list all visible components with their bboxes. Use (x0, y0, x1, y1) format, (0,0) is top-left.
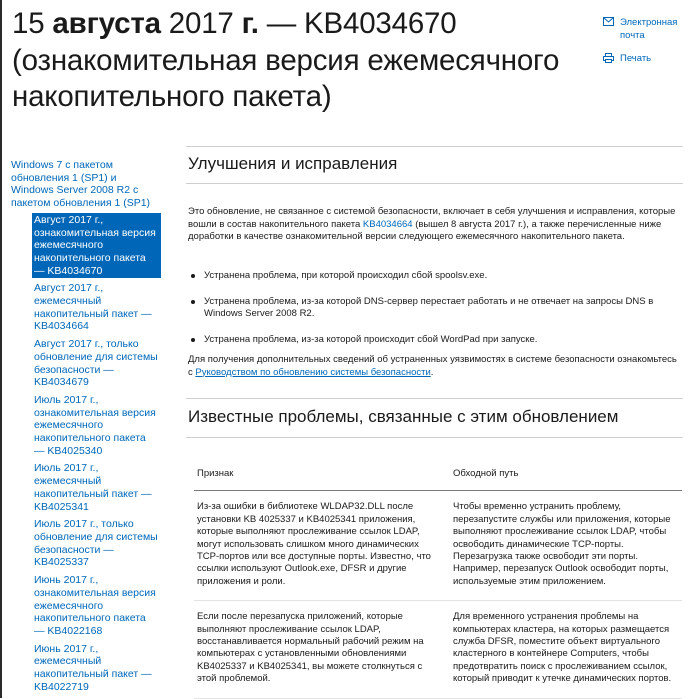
security-guide-note: Для получения дополнительных сведений об устраненных уязвимостях в системе безопасности ознакомьтесь с Руководством по обновлению системы безопасности. (188, 354, 677, 378)
security-guide-link[interactable]: Руководством по обновлению системы безопасности (195, 366, 431, 378)
nav-item-kb4025337[interactable]: Июль 2017 г., только обновление для системы безопасности — KB4025337 (34, 518, 158, 569)
email-link[interactable] (603, 16, 697, 42)
symptom-cell: Из-за ошибки в библиотеке WLDAP32.DLL после установки KB 4025337 и KB4025341 приложения, которые выполняют прослеживание ссылок LDAP, могут использовать слишком много динамических TCP-портов или все доступные порты. Известно, что ссылки используют Outlook.exe, DFSR и другие приложения и роли. (194, 491, 450, 601)
left-navigation (11, 159, 161, 697)
bullet-icon (191, 300, 195, 304)
list-item: Устранена проблема, при которой происходил сбой spoolsv.exe. (188, 270, 683, 283)
improvements-list (188, 270, 683, 359)
workaround-cell: Чтобы временно устранить проблему, перезапустите службы или приложения, которые выполняют прослеживание ссылок LDAP, чтобы освободить динамические TCP-порты. Перезагрузка также освободит эти порты. Например, перезапуск Outlook освободит порты, используемые этим приложением. (450, 491, 682, 601)
symptom-cell: Если после перезапуска приложений, которые выполняют прослеживание ссылок LDAP, восстанавливается нормальный рабочий режим на компьютерах с установленными обновлениями KB4025337 и KB4025341, вы можете столкнуться с этой проблемой. (194, 601, 450, 698)
list-item: Устранена проблема, из-за которой DNS-сервер перестает работать и не отвечает на запросы DNS в Windows Server 2008 R2. (188, 296, 683, 321)
column-header-workaround: Обходной путь (450, 450, 682, 491)
table-row (194, 601, 682, 698)
nav-parent-link[interactable]: Windows 7 с пакетом обновления 1 (SP1) и Windows Server 2008 R2 с пакетом обновления 1 (SP1) (11, 159, 151, 210)
improvements-heading: Улучшения и исправления (188, 154, 398, 173)
nav-item-kb4022719[interactable]: Июнь 2017 г., ежемесячный накопительный пакет — KB4022719 (34, 642, 152, 693)
table-row (194, 491, 682, 601)
print-icon (603, 53, 614, 63)
left-border (0, 0, 2, 698)
nav-item-kb4034670[interactable]: Август 2017 г., ознакомительная версия ежемесячного накопительного пакета — KB4034670 (32, 213, 161, 279)
email-label: Электронная почта (620, 17, 678, 41)
divider (186, 437, 683, 438)
nav-item-kb4025340[interactable]: Июль 2017 г., ознакомительная версия ежемесячного накопительного пакета — KB4025340 (34, 393, 156, 457)
divider (186, 398, 683, 399)
bullet-icon (191, 274, 195, 278)
bullet-icon (191, 338, 195, 342)
table-header-row (194, 450, 682, 491)
workaround-cell: Для временного устранения проблемы на компьютерах кластера, на которых размещается служба DFSR, поместите объект виртуального кластерного в контейнере Computers, чтобы предотвратить поиск с прослеживанием ссылок, который приводит к утечке динамических портов. (450, 601, 682, 698)
nav-item-kb4034679[interactable]: Август 2017 г., только обновление для системы безопасности — KB4034679 (34, 338, 158, 389)
divider (186, 183, 683, 184)
nav-item-kb4034664[interactable]: Август 2017 г., ежемесячный накопительный пакет — KB4034664 (34, 282, 152, 333)
kb4034664-link[interactable]: KB4034664 (362, 218, 413, 230)
column-header-symptom: Признак (194, 450, 450, 491)
page-title: 15 августа 2017 г. — KB4034670 (ознакомительная версия ежемесячного накопительного пакета) (12, 7, 560, 113)
improvements-intro: Это обновление, не связанное с системой безопасности, включает в себя улучшения и исправления, которые вошли в состав накопительного пакета KB4034664 (вышел 8 августа 2017 г.), а также перечисленные ниже доработки в качестве ознакомительной версии следующего ежемесячного накопительного пакета. (188, 206, 676, 242)
email-icon (603, 17, 614, 26)
print-link[interactable] (603, 52, 697, 65)
divider (186, 146, 683, 147)
nav-item-kb4022168[interactable]: Июнь 2017 г., ознакомительная версия ежемесячного накопительного пакета — KB4022168 (34, 574, 156, 637)
known-issues-table (194, 450, 682, 699)
print-label: Печать (620, 53, 652, 64)
known-issues-heading: Известные проблемы, связанные с этим обновлением (188, 407, 619, 426)
nav-item-kb4025341[interactable]: Июль 2017 г., ежемесячный накопительный пакет — KB4025341 (34, 462, 152, 513)
list-item: Устранена проблема, из-за которой происходит сбой WordPad при запуске. (188, 334, 683, 347)
share-actions (603, 16, 697, 75)
